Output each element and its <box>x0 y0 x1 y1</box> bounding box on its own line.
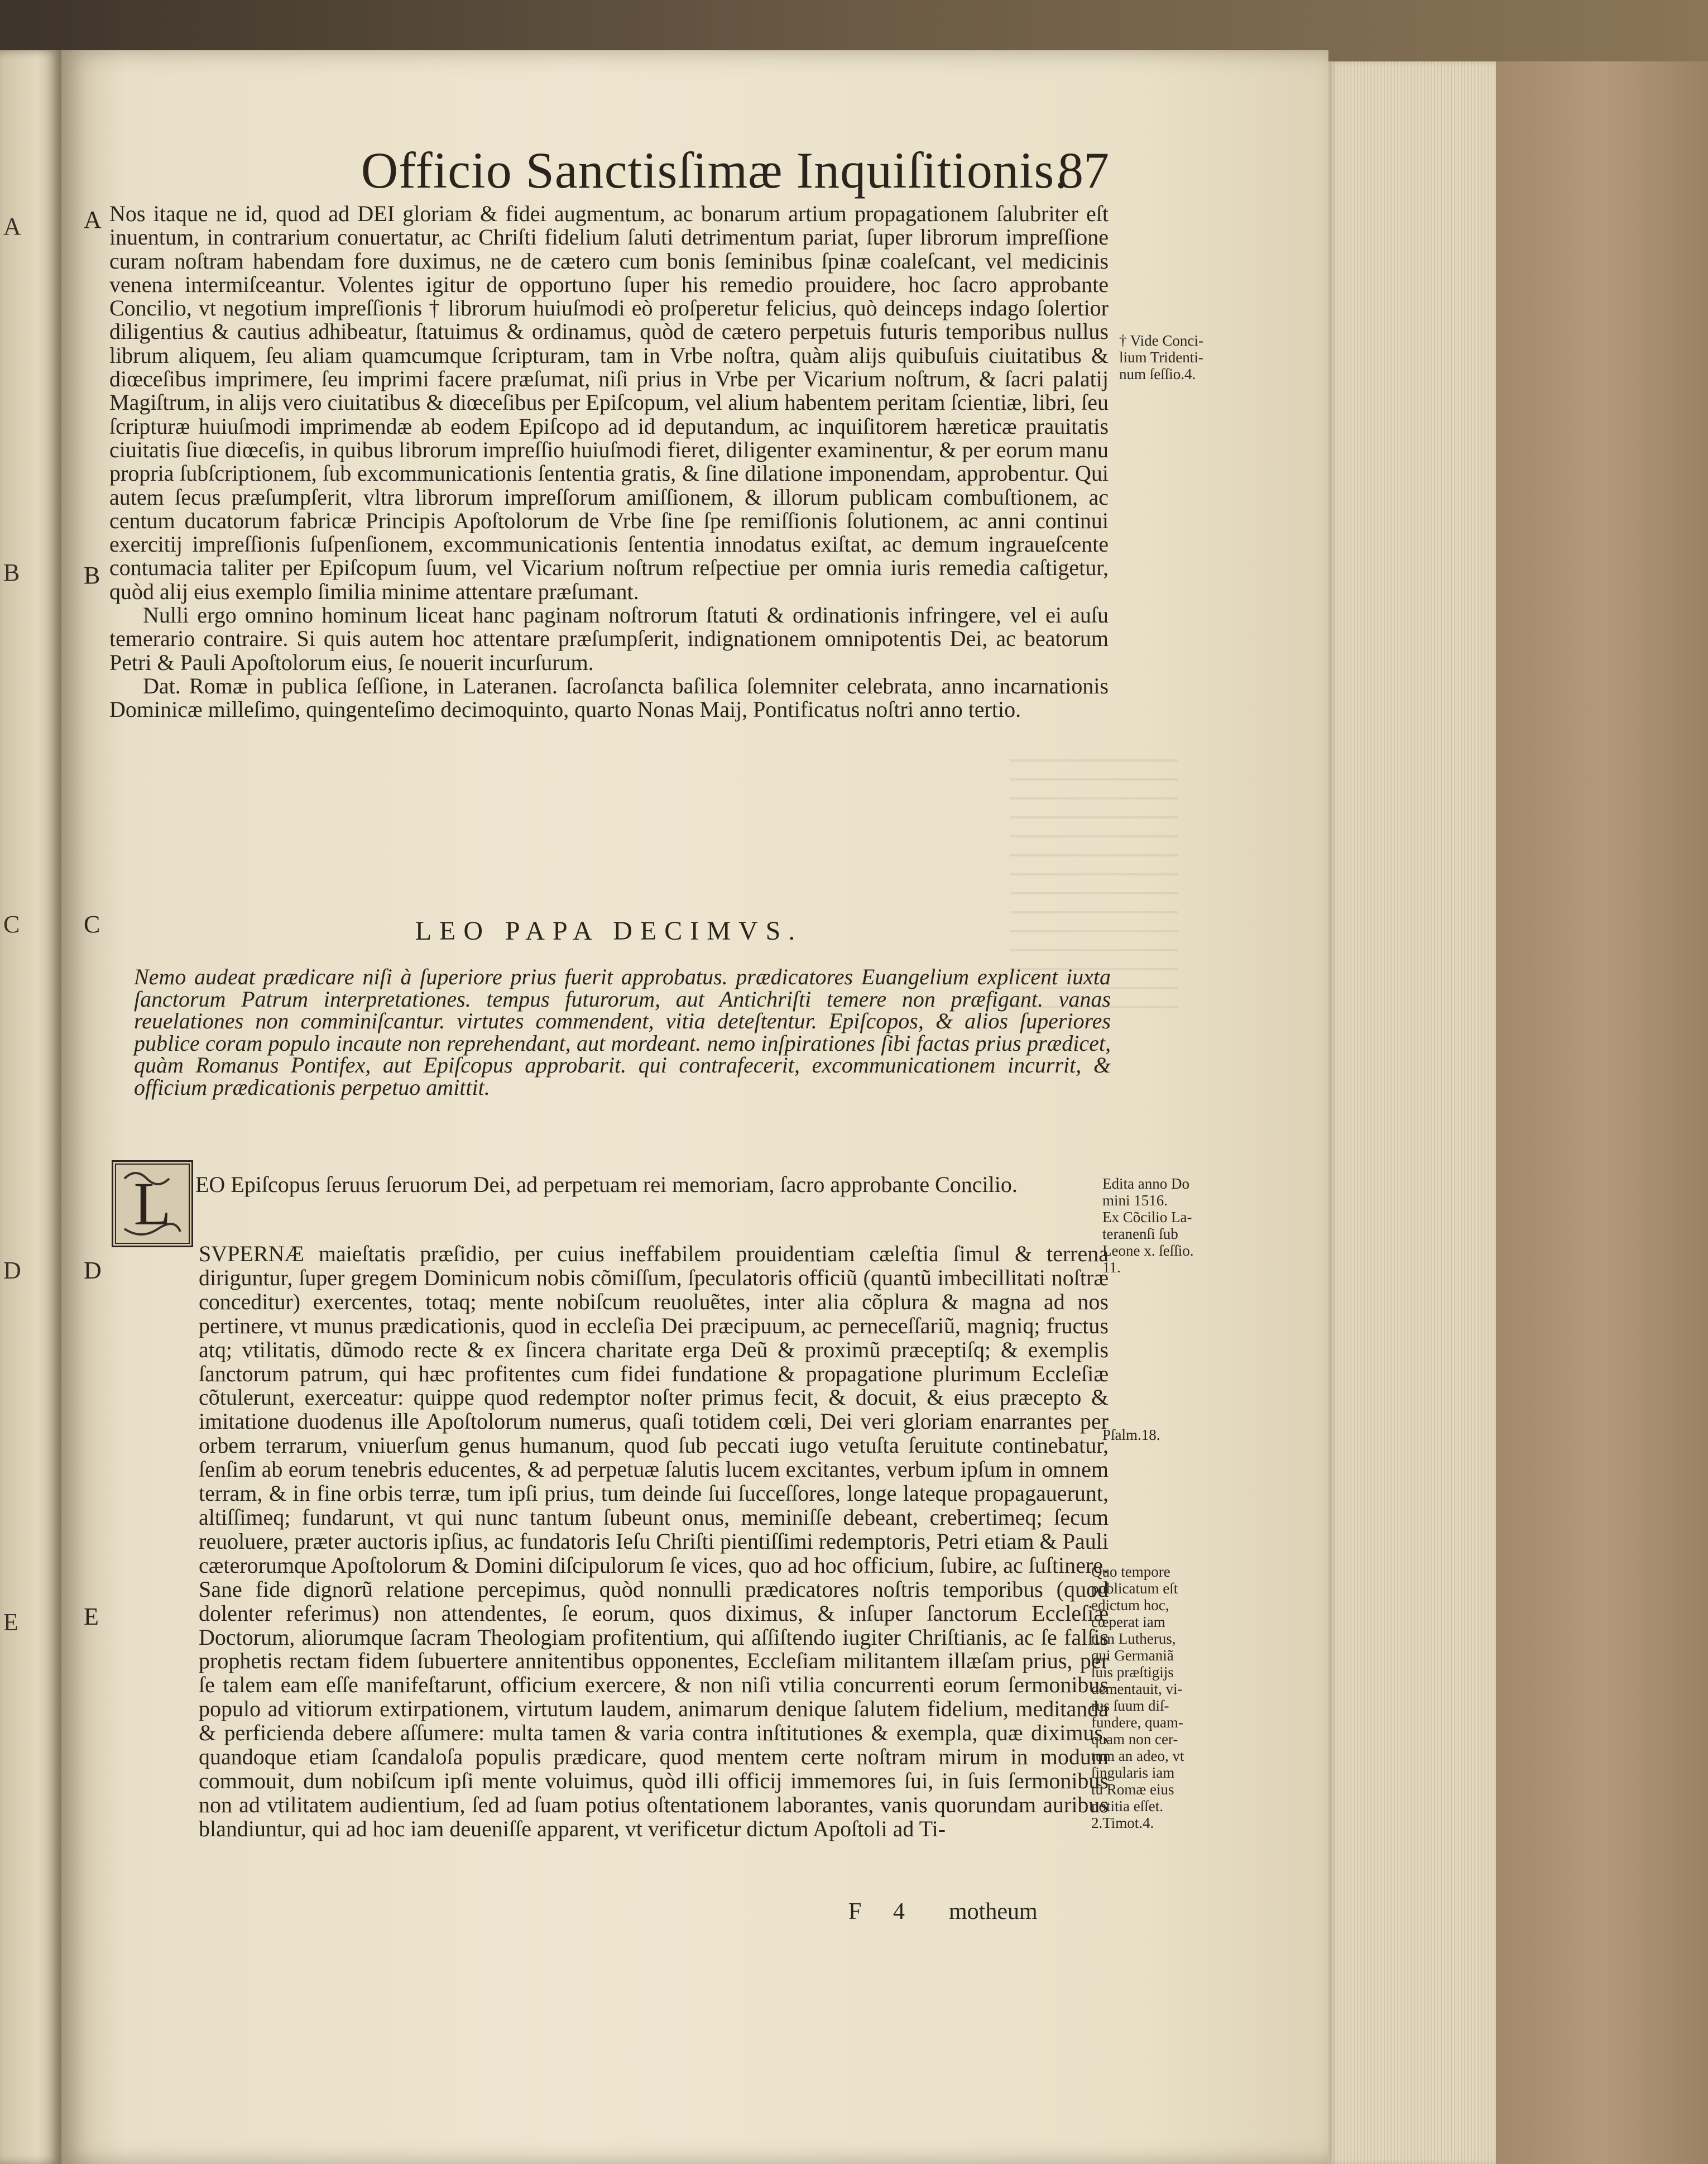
marginal-line: fundere, quam- <box>1091 1714 1183 1731</box>
page-number: 87 <box>1058 142 1109 199</box>
page-edges <box>1328 61 1496 2164</box>
marginal-line: Ex Cõcilio La- <box>1102 1209 1192 1225</box>
marginal-line: quam non cer- <box>1091 1731 1178 1748</box>
section-letter-e: E <box>84 1603 99 1630</box>
running-title: Officio Sanctisſimæ Inquiſitionis. <box>361 142 1068 199</box>
marginal-line: ſuis præſtigijs <box>1091 1664 1174 1681</box>
marginal-line: Quo tempore <box>1091 1563 1170 1580</box>
marginal-line: mini 1516. <box>1102 1192 1168 1209</box>
initial-letter: L <box>133 1170 171 1238</box>
marginal-line: lium Tridenti- <box>1119 349 1203 366</box>
marginal-note-psalm <box>1102 1426 1160 1443</box>
section-letter-b: B <box>84 562 100 589</box>
marginal-line: dementauit, vi- <box>1091 1681 1183 1697</box>
marginal-line: qui Germaniã <box>1091 1647 1174 1664</box>
left-margin-letter: D <box>3 1257 21 1284</box>
marginal-line: Edita anno Do <box>1102 1175 1189 1192</box>
left-margin-letter: A <box>3 213 21 240</box>
cross-mark: 4 <box>893 1899 905 1924</box>
bull-summary: Nemo audeat prædicare niſi à ſuperiore prius fuerit approbatus. prædicatores Euangelium explicent iuxta ſanctorum Patrum interpretationes. tempus futurorum, aut Antichriſti temere non præfigant. vanas reuelationes non comminiſcantur. virtutes commendent, vitia deteſtentur. Epiſcopos, & alios ſuperiores publice coram populo incaute non reprehendant, aut mordeant. nemo inſpirationes ſibi factas prius prædicet, quàm Romanus Pontifex, aut Epiſcopus approbarit. qui contrafecerit, excommunicationem incurrit, & officium prædicationis perpetuo amittit. <box>134 964 1111 1100</box>
marginal-line: cœperat iam <box>1091 1614 1165 1630</box>
marginal-line: † Vide Conci- <box>1119 332 1203 349</box>
signature-mark: F <box>848 1899 862 1924</box>
marginal-line: publicatum eſt <box>1091 1580 1178 1597</box>
left-margin-letter: E <box>3 1608 18 1636</box>
marginal-line: tum an adeo, vt <box>1091 1748 1184 1764</box>
left-margin-letter: B <box>3 559 20 586</box>
marginal-line: tũ Romæ eius <box>1091 1781 1174 1798</box>
section-letter-a: A <box>84 206 102 233</box>
left-page-fragment <box>0 50 61 2164</box>
decree-paragraph: Nos itaque ne id, quod ad DEI gloriam & fidei augmentum, ac bonarum artium propagationem ſalubriter eſt inuentum, in contrarium conuertatur, ac Chriſti fidelium ſaluti detrimentum pariat, ſuper librorum impreſſione curam noſtram habendam fore duximus, ne de cætero cum bonis ſeminibus ſpinæ coaleſcant, vel medicinis venena intermiſceantur. Volentes igitur de opportuno ſuper his remedio prouidere, hoc ſacro approbante Concilio, vt negotium impreſſionis † librorum huiuſmodi eò proſperetur felicius, quò deinceps indago ſolertior diligentius & cautius adhibeatur, ſtatuimus & ordinamus, quòd de cætero perpetuis futuris temporibus nullus librum aliquem, ſeu aliam quamcumque ſcripturam, tam in Vrbe noſtra, quàm alijs quibuſuis ciuitatibus & diœceſibus imprimere, ſeu imprimi facere præſumat, niſi prius in Vrbe per Vicarium noſtrum, & ſacri palatij Magiſtrum, in alijs vero ciuitatibus & diœceſibus per Epiſcopum, vel alium habentem peritam ſcientiæ, libri, ſeu ſcripturæ huiuſmodi imprimendæ ab eodem Epiſcopo ad id deputandum, ac inquiſitorem hæreticæ prauitatis ciuitatis ſiue diœceſis, in quibus librorum impreſſio huiuſmodi fieret, diligenter examinentur, & per eorum manu propria ſubſcriptionem, ſub excommunicationis ſententia gratis, & ſine dilatione imponendam, approbentur. Qui autem ſecus præſumpſerit, vltra librorum impreſſorum amiſſionem, & illorum publicam combuſtionem, ac centum ducatorum fabricæ Principis Apoſtolorum de Vrbe ſine ſpe remiſſionis ſolutionem, ac anni continui exercitij impreſſionis ſuſpenſionem, excommunicationis ſententia innodatus exiſtat, ac demum ingraueſcente contumacia taliter per Epiſcopum ſuum, vel Vicarium noſtrum reſpectiue per omnia iuris remedia caſtigetur, quòd alij eius exemplo ſimilia minime attentare præſumant. <box>109 201 1109 604</box>
marginal-line: tum Lutherus, <box>1091 1630 1176 1647</box>
marginal-note-trent <box>1119 332 1203 382</box>
book-cover-edge <box>1496 61 1708 2164</box>
catchword: motheum <box>949 1899 1038 1924</box>
marginal-line: num ſeſſio.4. <box>1119 366 1196 382</box>
marginal-line: notitia eſſet. <box>1091 1798 1163 1814</box>
marginal-line: teranenſi ſub <box>1102 1225 1178 1242</box>
marginal-line: 11. <box>1102 1259 1121 1276</box>
left-margin-letter: C <box>3 911 20 938</box>
bull-body-text: SVPERNÆ maieſtatis præſidio, per cuius ineffabilem prouidentiam cæleſtia ſimul & terrena diriguntur, ſuper gregem Dominicum nobis cõmiſſum, ſpeculatoris officiũ (quantũ imbecillitati noſtræ conceditur) exercentes, totaq; mente nobiſcum reuoluẽtes, inter alia cõplura & magna ad nos pertinere, vt munus prædicationis, quod in eccleſia Dei præcipuum, ac perneceſſariũ, magniq; fructus atq; vtilitatis, dũmodo recte & ex ſincera charitate erga Deũ & proximũ præceptiſq; & exemplis ſanctorum patrum, qui hæc profitentes cum fidei fundatione & propagatione plurimum Eccleſiæ cõtulerunt, exerceatur: quippe quod redemptor noſter primus fecit, & docuit, & eius præcepto & imitatione duodenus ille Apoſtolorum numerus, quaſi totidem cœli, Dei veri gloriam enarrantes per orbem terrarum, vniuerſum genus humanum, quod ſub peccati iugo vetuſta ſeruitute continebatur, ſenſim ab eorum tenebris educentes, & ad perpetuæ ſalutis lucem excitantes, verbum ipſum in omnem terram, & in fine orbis terræ, tum ipſi prius, tum deinde ſui ſucceſſores, longe lateque propagauerunt, altiſſimeq; fundarunt, vt qui nunc tantum ſubeunt onus, meminiſſe debeant, crebertimeq; ſecum reuoluere, præter auctoris ipſius, ac fundatoris Ieſu Chriſti pientiſſimi redemptoris, Petri etiam & Pauli cæterorumque Apoſtolorum & Domini diſcipulorum ſe vices, quo ad hoc officium, ſubire, ac ſuſtinere. Sane fide dignorũ relatione percepimus, quòd nonnulli prædicatores noſtris temporibus (quod dolenter referimus) non attendentes, ſe eorum, quos diximus, & inſuper ſanctorum Eccleſiæ Doctorum, aliorumque ſacram Theologiam profitentium, qui aſſiſtendo iugiter Chriſtianis, ac ſe falſis prophetis rectam fidem ſubuertere annitentibus opponentes, Eccleſiam militantem illæſam prius, per ſe talem eam eſſe manifeſtarunt, officium exercere, & non niſi vtilia concurrenti eorum ſermonibus populo ad vitiorum extirpationem, virtutum laudem, animarum denique ſalutem fidelium, meditanda & perficienda debere aſſumere: multa tamen & varia contra inſtitutiones & exempla, quæ diximus, quandoque etiam ſcandaloſa populis prædicare, quod mentem certe noſtram mirum in modum commouit, dum nobiſcum ipſi mente voluimus, quòd illi officij immemores ſui, in ſuis ſermonibus non ad vtilitatem audientium, ſed ad ſuam potius oſtentationem laborantes, vanis quorundam auribus blandiuntur, qui ad hoc iam deueniſſe apparent, vt verificetur dictum Apoſtoli ad Ti- <box>199 1241 1109 1841</box>
decree-paragraph: Nulli ergo omnino hominum liceat hanc paginam noſtrorum ſtatuti & ordinationis infringere, vel ei auſu temerario contraire. Si quis autem hoc attentare præſumpſerit, indignationem omnipotentis Dei, ac beatorum Petri & Pauli Apoſtolorum eius, ſe nouerit incurſurum. <box>109 602 1109 675</box>
marginal-line: ſingularis iam <box>1091 1764 1175 1781</box>
marginal-note-luther <box>1091 1563 1184 1831</box>
marginal-note-edita <box>1102 1175 1193 1276</box>
marginal-line: edictum hoc, <box>1091 1597 1169 1614</box>
bull-body <box>109 1220 1109 1864</box>
section-letter-c: C <box>84 911 100 938</box>
section-letter-d: D <box>84 1257 102 1284</box>
decree-text <box>109 202 1109 722</box>
marginal-line: Leone x. ſeſſio. <box>1102 1242 1194 1259</box>
marginal-line: rus ſuum diſ- <box>1091 1697 1169 1714</box>
decree-paragraph: Dat. Romæ in publica ſeſſione, in Lateranen. ſacroſancta baſilica ſolemniter celebrata, anno incarnationis Dominicæ milleſimo, quingenteſimo decimoquinto, quarto Nonas Maij, Pontificatus noſtri anno tertio. <box>109 673 1109 722</box>
marginal-line: 2.Timot.4. <box>1091 1814 1154 1831</box>
bull-heading: LEO PAPA DECIMVS. <box>415 916 803 946</box>
marginal-line: Pſalm.18. <box>1102 1426 1160 1443</box>
bull-opening: EO Epiſcopus ſeruus ſeruorum Dei, ad perpetuam rei memoriam, ſacro approbante Concilio. <box>195 1172 1018 1197</box>
